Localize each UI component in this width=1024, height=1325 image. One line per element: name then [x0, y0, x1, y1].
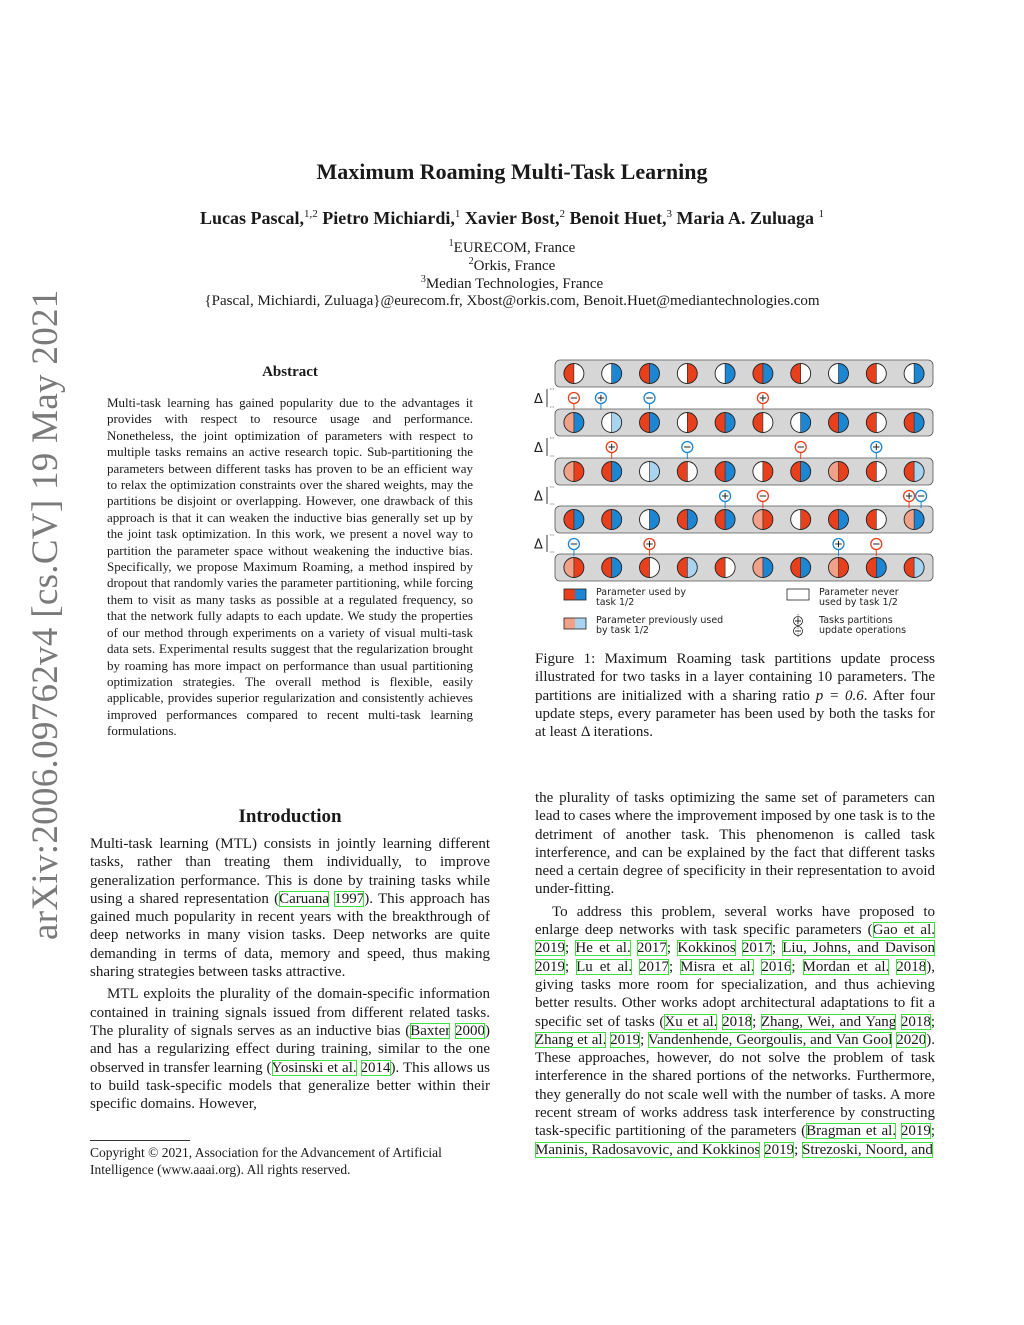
- text-run: ). This approach has gained much popularity in recent years with the breakthrough of deep networks in many vision tasks. Deep networks are quite demanding in terms of data, memory and speed, thus making sharing strategies between tasks attractive.: [90, 890, 490, 981]
- citation-link[interactable]: 2017: [639, 958, 670, 975]
- legend-label: Parameter previously used: [596, 615, 724, 626]
- author-name: Pietro Michiardi,: [322, 208, 455, 228]
- paragraph: [90, 985, 490, 1113]
- citation-link[interactable]: 2019: [764, 1141, 795, 1158]
- citation-link[interactable]: 2018: [896, 958, 927, 975]
- citation-link[interactable]: Zhang et al.: [535, 1031, 607, 1048]
- introduction-heading: Introduction: [238, 806, 342, 827]
- author-name: Lucas Pascal,: [199, 208, 304, 228]
- citation-link[interactable]: Kokkinos: [677, 940, 736, 957]
- citation-link[interactable]: 2000: [455, 1022, 486, 1039]
- affiliation: [0, 256, 1024, 275]
- abstract-body: Multi-task learning has gained popularity due to the advantages it provides with respect to resource usage and performance. Nonetheless, the joint optimization of parameters with respect to multiple tasks remains an active research topic. Sub-partitioning the parameters between different tasks has proven to be an efficient way to relax the optimization constraints over the shared weights, may the partitions be disjoint or overlapping. However, one drawback of this approach is that it can weaken the inductive bias generally set up by the joint task optimization. In this work, we present a novel way to partition the parameter space without weakening the inductive bias. Specifically, we propose Maximum Roaming, a method inspired by dropout that randomly varies the parameter partitioning, while forcing them to visit as many tasks as possible at a regulated frequency, so that the network fully adapts to each update. We study the properties of our method through experiments on a variety of visual multi-task data sets. Experimental results suggest that the regularization brought by roaming has more impact on performance than usual partitioning optimization strategies. The overall method is flexible, easily applicable, provides superior regularization and consistently achieves improved performances compared to recent multi-task learning formulations.: [107, 395, 473, 739]
- text-run: To address this problem, several works have proposed to enlarge deep networks with task specific parameters (: [535, 903, 935, 939]
- affiliation: [0, 274, 1024, 293]
- legend-swatch-never-used: [787, 589, 809, 600]
- citation-link[interactable]: 2018: [900, 1013, 931, 1030]
- citation-link[interactable]: Mordan et al.: [802, 958, 890, 975]
- affiliation-mark: 1: [448, 238, 454, 249]
- text-run: ). These approaches, however, do not solve the problem of task interference in the shared portions of the networks. Furthermore, they generally do not scale well with the number of tasks. A more recent stream of works address task interference by constructing task-specific partitioning of the parameters (: [535, 1031, 936, 1140]
- citation-link[interactable]: 1997: [334, 890, 365, 907]
- author-emails: {Pascal, Michiardi, Zuluaga}@eurecom.fr, Xbost@orkis.com, Benoit.Huet@mediantechnologies.com: [204, 293, 820, 309]
- citation-link[interactable]: He et al.: [575, 940, 631, 957]
- text-run: ) and has a regularizing effect during training, similar to the one observed in transfer learning (: [90, 1022, 491, 1076]
- author-list: [0, 208, 1024, 229]
- citation-link[interactable]: 2019: [610, 1031, 641, 1048]
- author-affiliation-mark: 1: [454, 208, 461, 220]
- citation-link[interactable]: Liu, Johns, and Davison: [782, 940, 936, 957]
- paragraph: [90, 835, 490, 981]
- legend-swatch-task2-prev: [575, 618, 586, 629]
- citation-link[interactable]: 2016: [761, 958, 792, 975]
- citation-link[interactable]: 2017: [636, 940, 667, 957]
- abstract-heading: Abstract: [262, 364, 318, 380]
- author-affiliation-mark: 1: [818, 208, 825, 220]
- affiliation-mark: 2: [468, 256, 474, 267]
- affiliation-text: EURECOM, France: [453, 240, 576, 256]
- citation-link[interactable]: Vandenhende, Georgoulis, and Van Gool: [647, 1031, 893, 1048]
- delta-label: Δ: [534, 392, 543, 407]
- affiliation: [0, 238, 1024, 257]
- copyright-footnote: Copyright © 2021, Association for the Advancement of Artificial Intelligence (www.aaai.org). All rights reserved.: [90, 1145, 442, 1177]
- paper-title: Maximum Roaming Multi-Task Learning: [316, 159, 708, 184]
- citation-link[interactable]: Caruana: [279, 890, 330, 907]
- author-name: Maria A. Zuluaga: [676, 208, 815, 228]
- citation-link[interactable]: Strezoski, Noord, and: [802, 1141, 933, 1158]
- legend-update-ops-icon: [794, 614, 803, 638]
- legend-label: Parameter used by: [596, 587, 686, 598]
- citation-link[interactable]: 2019: [535, 958, 565, 975]
- citation-link[interactable]: 2019: [535, 940, 565, 957]
- legend-label: Tasks partitions: [819, 615, 893, 626]
- author-affiliation-mark: 2: [559, 208, 566, 220]
- delta-markers: [534, 389, 555, 553]
- delta-label: Δ: [534, 441, 543, 456]
- legend-label: task 1/2: [596, 597, 635, 608]
- citation-link[interactable]: Bragman et al.: [806, 1123, 897, 1140]
- citation-link[interactable]: Yosinski et al.: [271, 1059, 357, 1076]
- citation-link[interactable]: Gao et al.: [872, 922, 936, 939]
- author-name: Xavier Bost,: [464, 208, 560, 228]
- affiliation-mark: 3: [420, 274, 426, 285]
- legend-swatch-task1-prev: [564, 618, 575, 629]
- legend-label: used by task 1/2: [819, 597, 898, 608]
- text-run: ), giving tasks more room for specialization, and thus achieving better results. Other works adopt architectural adaptations to fit a specific set of tasks (: [535, 958, 936, 1030]
- right-column-body: [535, 789, 935, 1159]
- figure-task-partitions: [532, 356, 938, 640]
- citation-link[interactable]: Baxter: [410, 1022, 451, 1039]
- legend-label: update operations: [819, 625, 907, 636]
- author-affiliation-mark: 1,2: [303, 208, 318, 220]
- citation-link[interactable]: Xu et al.: [664, 1013, 718, 1030]
- citation-link[interactable]: 2014: [360, 1059, 391, 1076]
- citation-link[interactable]: 2020: [896, 1031, 927, 1048]
- citation-link[interactable]: 2017: [741, 940, 772, 957]
- delta-label: Δ: [534, 489, 543, 505]
- citation-link[interactable]: Maninis, Radosavovic, and Kokkinos: [535, 1141, 761, 1158]
- legend-label: Parameter never: [819, 587, 899, 598]
- paragraph: the plurality of tasks optimizing the same set of parameters can lead to cases where the improvement imposed by one task is to the detriment of another task. This phenomenon is called task interference, and can be explained by the fact that different tasks need a certain degree of specificity in their representation to avoid under-fitting.: [535, 790, 935, 898]
- delta-label: Δ: [534, 537, 543, 553]
- author-name: Benoit Huet,: [569, 208, 667, 228]
- figure-caption: [535, 650, 935, 741]
- figure-legend: [564, 587, 906, 638]
- text-run: ). This allows us to build task-specific models that generalize better within their specific domains. However,: [90, 1059, 490, 1113]
- affiliation-text: Median Technologies, France: [425, 276, 604, 292]
- legend-label: by task 1/2: [596, 625, 649, 636]
- citation-link[interactable]: Lu et al.: [576, 958, 633, 975]
- citation-link[interactable]: 2019: [900, 1123, 931, 1140]
- math-expression: p = 0.6: [815, 687, 864, 704]
- author-affiliation-mark: 3: [666, 208, 673, 220]
- legend-swatch-task2: [575, 589, 586, 600]
- introduction-body: [90, 835, 490, 1113]
- text-run: . After four update steps, every parameter has been used by both the tasks for at least Δ iterations.: [535, 687, 936, 741]
- legend-swatch-task1: [564, 589, 575, 600]
- paragraph: To address this problem, several works have proposed to enlarge deep networks with task specific parameters (Gao et al. 2019; He et al. 2017; Kokkinos 2017; Liu, Johns, and Davison 2019; Lu et al. 2017; Misra et al. 2016; Mordan et al. 2018), giving tasks more room for specialization, and thus achieving better results. Other works adopt architectural adaptations to fit a specific set of tasks (Xu et al. 2018; Zhang, Wei, and Yang 2018; Zhang et al. 2019; Vandenhende, Georgoulis, and Van Gool 2020). These approaches, however, do not solve the problem of task interference in the shared portions of the networks. Furthermore, they generally do not scale well with the number of tasks. A more recent stream of works address task interference by constructing task-specific partitioning of the parameters (Bragman et al. 2019; Maninis, Radosavovic, and Kokkinos 2019; Strezoski, Noord, and: [535, 903, 936, 1158]
- text-run: MTL exploits the plurality of the domain-specific information contained in training signals issued from different related tasks. The plurality of signals serves as an inductive bias (: [90, 986, 490, 1039]
- text-run: Figure 1: Maximum Roaming task partitions update process illustrated for two tasks in a layer containing 10 parameters. The partitions are initialized with a sharing ratio: [535, 651, 935, 704]
- citation-link[interactable]: Zhang, Wei, and Yang: [760, 1013, 897, 1030]
- footnote-divider: [90, 1140, 190, 1141]
- citation-link[interactable]: 2018: [722, 1013, 753, 1030]
- affiliation-text: Orkis, France: [473, 258, 556, 274]
- text-run: Multi-task learning (MTL) consists in jointly learning different tasks, rather than treating them individually, to improve generalization performance. This is done by training tasks while using a shared representation (: [90, 836, 490, 907]
- citation-link[interactable]: Misra et al.: [680, 958, 755, 975]
- arxiv-identifier: arXiv:2006.09762v4 [cs.CV] 19 May 2021: [25, 289, 66, 940]
